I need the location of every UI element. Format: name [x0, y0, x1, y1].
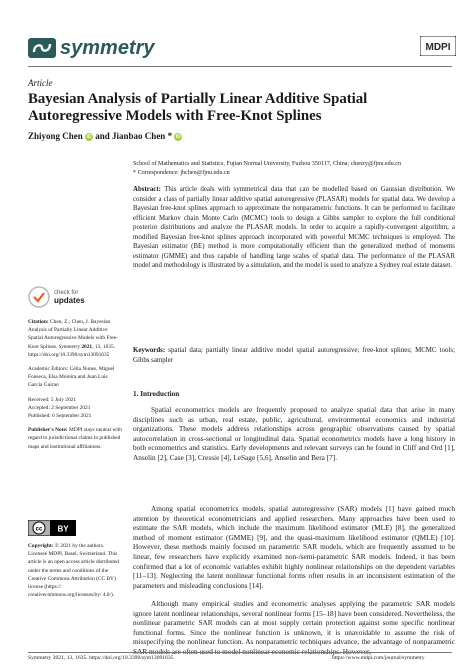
correspondence: * Correspondence: jbchen@fjnu.edu.cn [133, 170, 230, 176]
citation-journal: Symmetry [58, 343, 80, 350]
journal-name: symmetry [60, 37, 155, 59]
check-updates-icon [28, 286, 50, 308]
copyright-block [28, 542, 123, 599]
check-updates-label: updates [54, 296, 85, 305]
cc-by-label: BY [57, 524, 69, 534]
footer-rule [28, 652, 452, 653]
publisher-note-label: Publisher's Note: [28, 427, 68, 434]
article-type: Article [28, 78, 53, 88]
editors-label: Academic Editors: [28, 366, 69, 373]
accepted-date: Accepted: 2 September 2021 [28, 404, 91, 411]
mdpi-logo-icon [420, 36, 456, 56]
author-line [28, 131, 182, 141]
intro-paragraph-1: Spatial econometrics models are frequently proposed to analyze spatial data that arise in many disciplines such as urban, real estate, public, agricultural, environmental economics and industrial organizations. These models address relationships across geographic observations caused by spatial autocorrelation in cross-sectional or longitudinal data. Spatial econometrics models have a long history in both econometrics and statistics. Early developments and relevant surveys can be found in Cliff and Ord [1], Anselin [2], Case [3], Cressie [4], LeSage [5,6], Anselin and Bera [7]. [133, 405, 455, 462]
abstract-label: Abstract: [133, 186, 161, 193]
dates-block [28, 396, 123, 421]
header-rule [28, 66, 452, 67]
keywords-label: Keywords: [133, 347, 166, 354]
footer-journal-link[interactable]: https://www.mdpi.com/journal/symmetry [332, 655, 425, 661]
copyright-text: © 2021 by the authors. Licensee MDPI, Basel, Switzerland. This article is an open access article distributed under the terms and conditions of the Creative Commons Attribution (CC BY) license (https:// creativecommons.org/licenses/by/ 4.0/). [28, 543, 120, 599]
footer-citation[interactable]: Symmetry 2021, 13, 1635. https://doi.org/10.3390/sym13091635 [28, 655, 174, 661]
intro-paragraph-3: Although many empirical studies and econometric analyses applying the parametric SAR models ignore latent nonlinear relationships, several nonlinear forms [15–18] have been considered. Nevertheless, the nonlinear parametric SAR models can at most supply certain protection against some specific nonlinear functional forms. Since the nonlinear function is unknown, it is unavoidable to assume the risk of misspecifying the nonlinear function. As nonparametric techniques advance, the advantage of nonparametric [133, 599, 455, 647]
editors-block [28, 365, 123, 390]
cc-by-license-icon[interactable] [28, 520, 76, 536]
check-label: check for [54, 290, 79, 296]
author-name[interactable]: Jianbao Chen * [112, 131, 173, 141]
affiliation [133, 160, 453, 178]
article-title: Bayesian Analysis of Partially Linear Additive Spatial Autoregressive Models with Free-Knot Splines [28, 91, 368, 124]
author-conjunction: and [95, 131, 110, 141]
published-date: Published: 6 September 2021 [28, 413, 92, 420]
citation-text: Chen, Z.; Chen, J. Bayesian Analysis of Partially Linear Additive Spatial Autoregressive Models with Free-Knot Splines. [28, 319, 118, 350]
cc-label: cc [35, 526, 43, 533]
publisher-note [28, 426, 123, 451]
author-name[interactable]: Zhiyong Chen [28, 131, 83, 141]
abstract [133, 185, 455, 271]
publisher-name: MDPI [425, 42, 451, 53]
check-for-updates-button[interactable] [28, 282, 118, 312]
publisher-note-text: MDPI stays neutral with regard to jurisdictional claims in published maps and institutional affiliations. [28, 427, 122, 450]
symmetry-logo-icon [28, 38, 56, 58]
orcid-icon[interactable]: iD [86, 133, 92, 140]
affiliation-line: School of Mathematics and Statistics, Fujian Normal University, Fuzhou 350117, China; chenzy@fjnu.edu.cn [133, 161, 401, 167]
abstract-text: This article deals with symmetrical data that can be modelled based on Gaussian distribution. We consider a class of partially linear additive spatial autoregressive (PLASAR) models for spatial data. We develop a Bayesian free-knot splines approach to approximate the nonparametric functions. It can be performed to facilitate efficient Markov chain Monte Carlo (MCMC) tools to design a Gibbs sampler to explore the full conditional posterior distributions and analyze the PLASAR models. In order to acquire a rapidly-convergent algorithm, a modified Bayesian free-knot splines approach incorporated with powerful MCMC techniques is employed. The Bayesian estimator (BE) method is more computationally efficient than the generalized method of moments estimator (GMME) and thus capable of handling large scales of spatial data. The performance of the PLASAR model and methodology is illustrated by a simulation, and the model is used to analyze a Sydney real estate dataset. [133, 186, 455, 269]
keywords [133, 346, 455, 365]
copyright-label: Copyright: [28, 543, 54, 549]
keywords-text: spatial data; partially linear additive model spatial autoregressive; free-knot splines; MCMC tools; Gibbs sampler [133, 347, 455, 364]
citation-block [28, 318, 123, 359]
received-date: Received: 5 July 2021 [28, 396, 77, 403]
section-heading: 1. Introduction [133, 390, 180, 398]
orcid-icon[interactable]: iD [175, 133, 181, 140]
intro-paragraph-2: Among spatial econometrics models, spatial autoregressive (SAR) models [1] have gained much attention by theoretical econometricians and applied researchers. Many approaches have been used to estimate the SAR models, which include the maximum likelihood estimator (MLE) [8], the generalized method of moment estimator (GMME) [9], and the quasi-maximum likelihood estimator (QMLE) [10]. However, these methods mainly focused on parametric SAR models, which are frequently assumed to be linear, few researchers have explicitly examined non-/semi-parametric SAR models. Indeed, it has been confirmed that a lot of economic variables exhibit highly nonlinear relationships on the dependent variables [11–13]. Neglecting the latent nonlinear functional forms often results in an inconsistent estimation of the parameters and misleading conclusions [14]. [133, 504, 455, 590]
sidebar [28, 318, 123, 457]
citation-rest[interactable]: , 13, 1635. https://doi.org/10.3390/sym13091635 [28, 343, 116, 358]
editors-names: Célia Nunes, Miguel Fonseca, Elsa Moreira and Juan Luis García Guirao [28, 366, 115, 389]
citation-label: Citation: [28, 319, 49, 325]
citation-year: 2021 [81, 343, 93, 350]
